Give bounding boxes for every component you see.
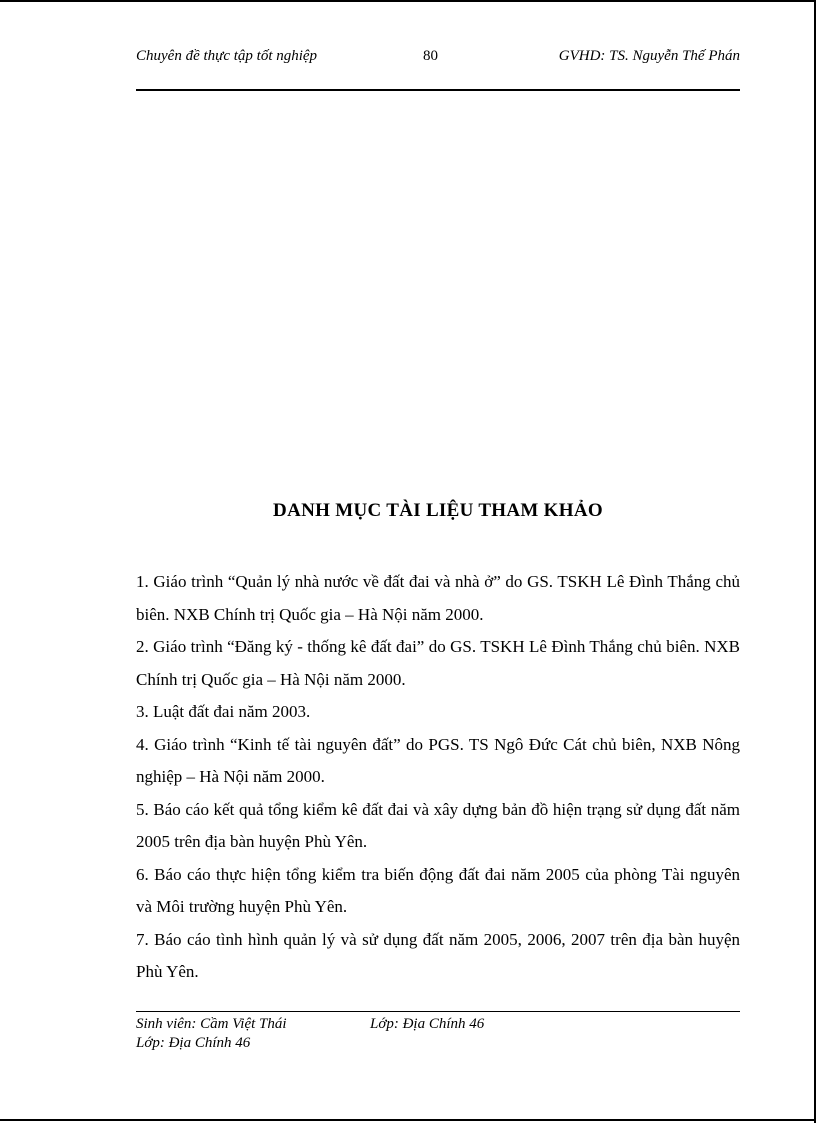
reference-item-7: 7. Báo cáo tình hình quản lý và sử dụng đất năm 2005, 2006, 2007 trên địa bàn huyện Phù Yên. [136,929,740,981]
header-rule [136,89,740,91]
reference-item-1: 1. Giáo trình “Quản lý nhà nước về đất đai và nhà ở” do GS. TSKH Lê Đình Thắng chủ biên. NXB Chính trị Quốc gia – Hà Nội năm 2000. [136,572,740,624]
reference-item-4: 4. Giáo trình “Kinh tế tài nguyên đất” do PGS. TS Ngô Đức Cát chủ biên, NXB Nông nghiệp – Hà Nội năm 2000. [136,734,740,786]
footer-student: Sinh viên: Cầm Việt Thái [136,1016,287,1032]
header-supervisor: GVHD: TS. Nguyễn Thế Phán [558,48,740,64]
page-header [136,48,740,70]
page-number: 80 [423,48,438,64]
reference-item-6: 6. Báo cáo thực hiện tổng kiểm tra biến động đất đai năm 2005 của phòng Tài nguyên và Môi trường huyện Phù Yên. [136,864,740,916]
page-border-bottom [0,1119,816,1121]
page-border-top [0,0,816,2]
reference-list [136,566,740,989]
reference-item-2: 2. Giáo trình “Đăng ký - thống kê đất đai” do GS. TSKH Lê Đình Thắng chủ biên. NXB Chính trị Quốc gia – Hà Nội năm 2000. [136,637,740,689]
header-document-type: Chuyên đề thực tập tốt nghiệp [136,48,318,64]
reference-item-3: 3. Luật đất đai năm 2003. [136,702,311,721]
footer-class-repeat: Lớp: Địa Chính 46 [136,1035,251,1051]
reference-item-5: 5. Báo cáo kết quả tổng kiểm kê đất đai và xây dựng bản đồ hiện trạng sử dụng đất năm 2005 trên địa bàn huyện Phù Yên. [136,799,740,851]
footer-rule [136,1011,740,1012]
footer-class: Lớp: Địa Chính 46 [370,1016,485,1032]
page-title: DANH MỤC TÀI LIỆU THAM KHẢO [273,500,603,521]
